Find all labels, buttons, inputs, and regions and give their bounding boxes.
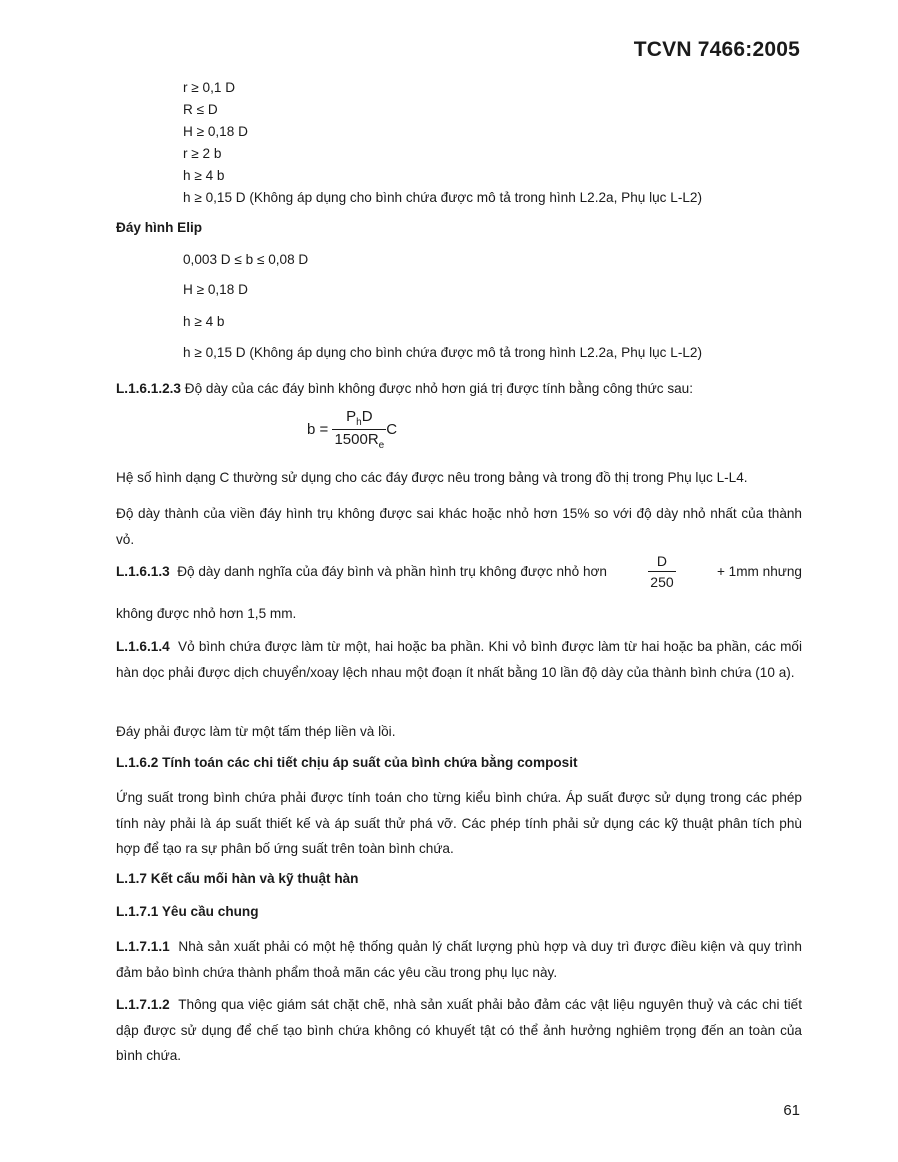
section-heading-162: L.1.6.2 Tính toán các chi tiết chịu áp suất của bình chứa bằng composit [116,755,578,770]
formula-fraction [332,407,386,452]
formula-c: C [386,421,398,438]
clause-164 [116,634,802,685]
clause-text: Độ dày danh nghĩa của đáy bình và phần hình trụ không được nhỏ hơn [177,564,607,579]
condition-line: 0,003 D ≤ b ≤ 0,08 D [183,252,309,267]
clause-number: L.1.7.1.2 [116,997,170,1012]
thickness-formula [307,407,397,452]
fraction-denominator: 250 [650,574,674,590]
clause-text: Nhà sản xuất phải có một hệ thống quản lý chất lượng phù hợp và duy trì được điều kiện và quy trình đảm bảo bình chứa thành phẩm thoả mãn các yêu cầu trong phụ lục này. [116,939,802,980]
paragraph: Ứng suất trong bình chứa phải được tính toán cho từng kiểu bình chứa. Áp suất được sử dụng trong các phép tính này phải là áp suất thiết kế và áp suất thử phá vỡ. Các phép tính phải sử dụng các kỹ thuật phân tích phù hợp để tạo ra sự phân bố ứng suất trên toàn bình chứa. [116,790,802,856]
condition-line: r ≥ 2 b [183,146,222,161]
condition-line: R ≤ D [183,102,218,117]
formula-p: P [346,408,357,425]
clause-text: Vỏ bình chứa được làm từ một, hai hoặc ba phần. Khi vỏ bình được làm từ hai hoặc ba phần, các mối hàn dọc phải được dịch chuyển/xoay lệch nhau một đoạn ít nhất bằng 10 lần độ dày của thành bình chứa (10 a). [116,639,802,680]
min-thickness-fraction [648,551,675,592]
condition-line: h ≥ 0,15 D (Không áp dụng cho bình chứa được mô tả trong hình L2.2a, Phụ lục L-L2) [183,190,702,205]
clause-1623 [116,381,693,396]
paragraph: Đáy phải được làm từ một tấm thép liền và lồi. [116,724,396,739]
formula-denominator [332,430,386,452]
condition-line: H ≥ 0,18 D [183,124,248,139]
ellipse-heading: Đáy hình Elip [116,220,203,235]
formula-numerator [332,407,386,430]
formula-re: 1500R [334,431,379,448]
clause-number: L.1.6.1.3 [116,564,170,579]
clause-text: + 1mm nhưng [716,564,802,579]
paragraph: Độ dày thành của viền đáy hình trụ không được sai khác hoặc nhỏ hơn 15% so với độ dày nhỏ nhất của thành vỏ. [116,506,802,547]
condition-line: h ≥ 4 b [183,314,225,329]
standard-code: TCVN 7466:2005 [633,38,800,61]
condition-line: h ≥ 0,15 D (Không áp dụng cho bình chứa được mô tả trong hình L2.2a, Phụ lục L-L2) [183,345,702,360]
section-heading-17: L.1.7 Kết cấu mối hàn và kỹ thuật hàn [116,871,359,886]
formula-sub-h: h [356,417,362,428]
condition-line: H ≥ 0,18 D [183,282,248,297]
formula-sub-e: e [378,440,385,451]
condition-line: r ≥ 0,1 D [183,80,236,95]
page-number: 61 [783,1102,800,1119]
formula-lhs: b = [307,421,329,438]
section-heading-171: L.1.7.1 Yêu cầu chung [116,904,259,919]
clause-number: L.1.7.1.1 [116,939,170,954]
clause-number: L.1.6.1.2.3 [116,381,181,396]
clause-1712 [116,992,802,1069]
paragraph: Hệ số hình dạng C thường sử dụng cho các đáy được nêu trong bảng và trong đồ thị trong Phụ lục L-L4. [116,470,748,485]
clause-text: Độ dày của các đáy bình không được nhỏ hơn giá trị được tính bằng công thức sau: [184,381,694,396]
clause-163 [116,551,802,592]
clause-text: Thông qua việc giám sát chặt chẽ, nhà sản xuất phải bảo đảm các vật liệu nguyên thuỷ và các chi tiết dập được sử dụng để chế tạo bình chứa không có khuyết tật có thể ảnh hưởng nghiêm trọng đến an toàn của bình chứa. [116,997,803,1063]
formula-d: D [361,408,373,425]
clause-text: không được nhỏ hơn 1,5 mm. [116,606,297,621]
fraction-numerator: D [648,551,675,572]
condition-line: h ≥ 4 b [183,168,225,183]
clause-1711 [116,934,802,985]
clause-number: L.1.6.1.4 [116,639,170,654]
